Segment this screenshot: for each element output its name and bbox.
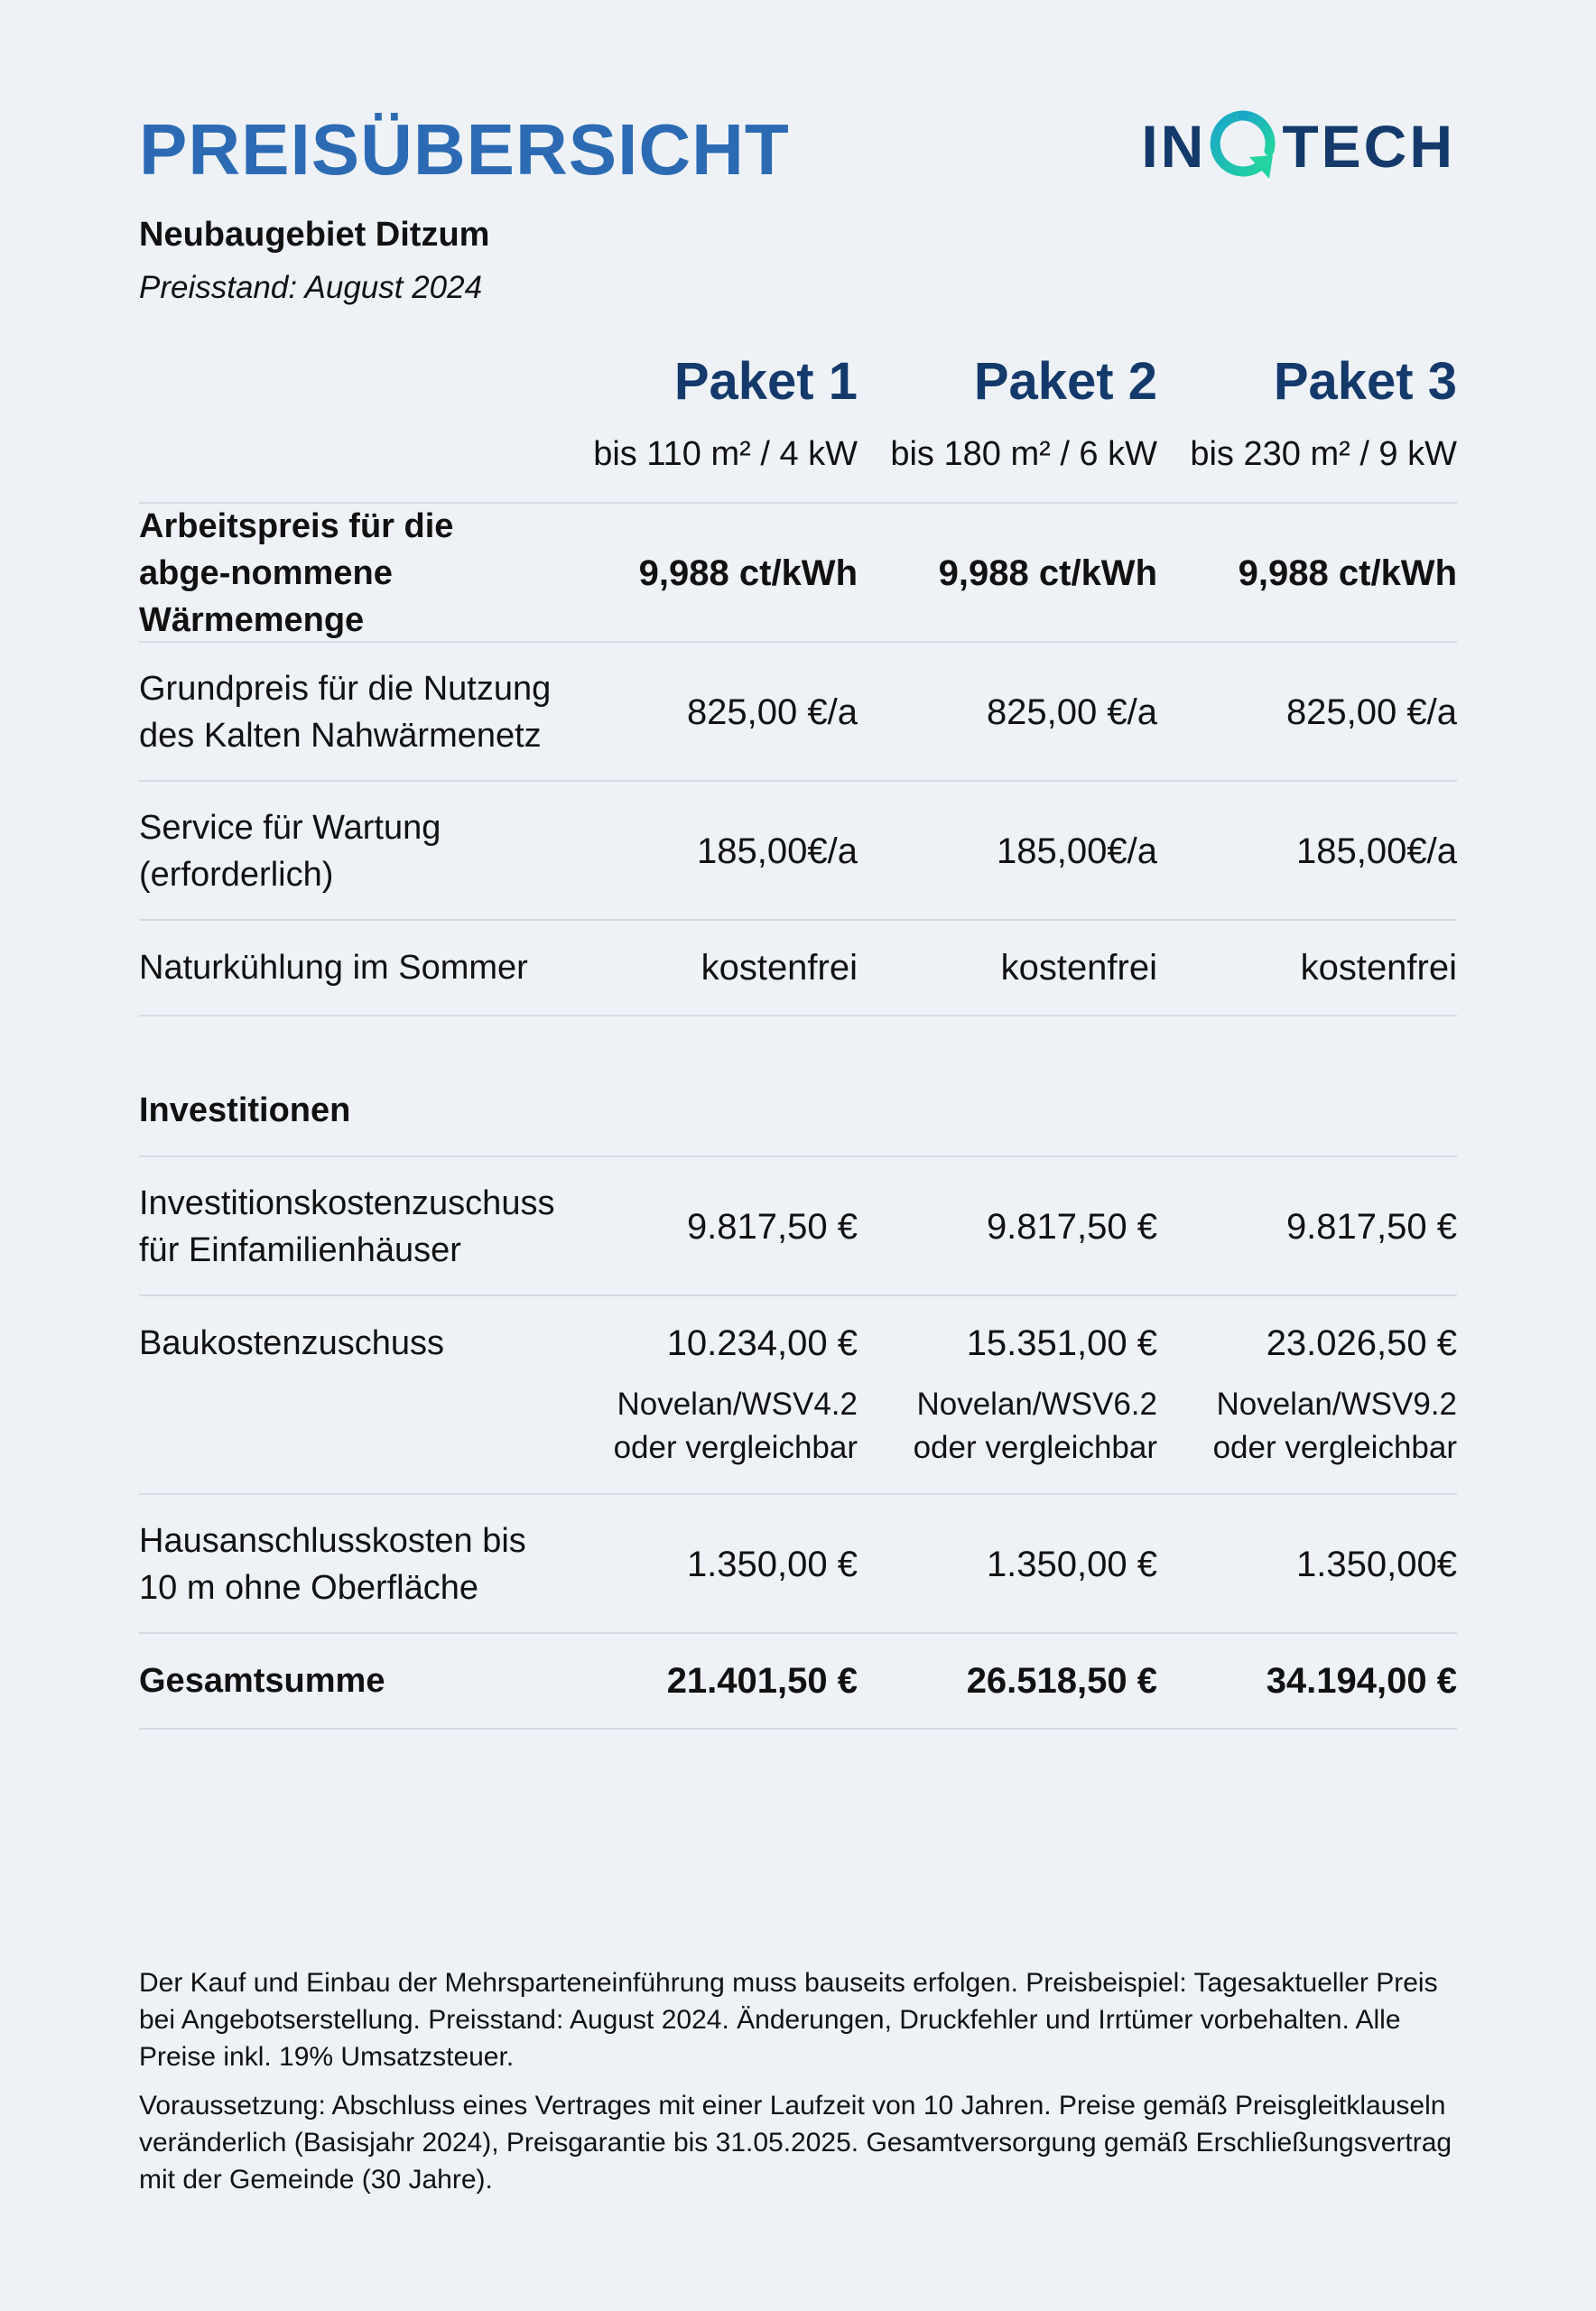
total-cell: 34.194,00 €	[1266, 1661, 1457, 1701]
package-2-size: bis 180 m² / 6 kW	[890, 435, 1157, 473]
table-row-arbeitspreis	[139, 502, 1457, 643]
value-cell: 1.350,00 €	[986, 1545, 1157, 1584]
logo-q-icon	[1210, 110, 1276, 182]
subtitle: Neubaugebiet Ditzum	[139, 216, 490, 254]
section-heading: Investitionen	[139, 1091, 351, 1129]
logo-text-right: TECH	[1282, 113, 1455, 180]
package-2-title: Paket 2	[973, 352, 1157, 411]
row-label: Investitionskostenzuschuss für Einfamilienhäuser	[139, 1184, 555, 1269]
value-cell: 185,00€/a	[997, 831, 1157, 871]
table-row-grundpreis	[139, 641, 1457, 782]
value-cell: 1.350,00 €	[686, 1545, 858, 1584]
value-cell: 825,00 €/a	[686, 692, 858, 732]
page-title: PREISÜBERSICHT	[139, 109, 790, 190]
value-cell: 825,00 €/a	[1285, 692, 1457, 732]
row-label: Hausanschlusskosten bis 10 m ohne Oberfläche	[139, 1522, 526, 1607]
price-date: Preisstand: August 2024	[139, 270, 483, 305]
value-cell: 9.817,50 €	[686, 1207, 858, 1247]
value-cell: 15.351,00 €	[966, 1323, 1157, 1363]
value-cell: 10.234,00 €	[666, 1323, 858, 1363]
model-note-line: oder vergleichbar	[613, 1430, 858, 1465]
model-note-line: Novelan/WSV4.2	[617, 1387, 858, 1422]
value-cell: kostenfrei	[1300, 948, 1457, 988]
value-cell: 1.350,00€	[1296, 1545, 1457, 1584]
package-1-title: Paket 1	[673, 352, 858, 411]
value-cell: 9,988 ct/kWh	[638, 553, 858, 593]
model-note-line: oder vergleichbar	[913, 1430, 1157, 1465]
value-cell: 185,00€/a	[1296, 831, 1457, 871]
package-3-title: Paket 3	[1273, 352, 1457, 411]
total-cell: 21.401,50 €	[666, 1661, 858, 1701]
model-note-line: Novelan/WSV6.2	[916, 1387, 1157, 1422]
logo-text-left: IN	[1141, 113, 1207, 180]
value-cell: kostenfrei	[701, 948, 858, 988]
value-cell: 9,988 ct/kWh	[938, 553, 1157, 593]
table-row-hausanschluss	[139, 1493, 1457, 1634]
package-3-size: bis 230 m² / 9 kW	[1190, 435, 1457, 473]
table-row-naturkuehlung	[139, 919, 1457, 1016]
model-note	[614, 1383, 858, 1470]
table-row-baukosten	[139, 1295, 1457, 1495]
value-cell: kostenfrei	[1000, 948, 1157, 988]
row-label: Naturkühlung im Sommer	[139, 949, 528, 987]
total-cell: 26.518,50 €	[966, 1661, 1157, 1701]
value-cell: 185,00€/a	[697, 831, 858, 871]
row-label: Service für Wartung (erforderlich)	[139, 809, 441, 894]
model-note-line: Novelan/WSV9.2	[1216, 1387, 1457, 1422]
row-label: Baukostenzuschuss	[139, 1324, 444, 1362]
section-heading-investitionen	[139, 1065, 1457, 1156]
value-cell: 23.026,50 €	[1266, 1323, 1457, 1363]
model-note-line: oder vergleichbar	[1212, 1430, 1457, 1465]
row-label: Gesamtsumme	[139, 1662, 385, 1700]
footer-note-1: Der Kauf und Einbau der Mehrsparteneinführung muss bauseits erfolgen. Preisbeispiel: Tagesaktueller Preis bei Angebotserstellung. Preisstand: August 2024. Änderungen, Druckfehler und Irrtümer vorbehalten. Alle Preise inkl. 19% Umsatzsteuer.	[139, 1968, 1438, 2072]
model-note	[914, 1383, 1157, 1470]
value-cell: 9.817,50 €	[986, 1207, 1157, 1247]
value-cell: 9.817,50 €	[1285, 1207, 1457, 1247]
table-row-service	[139, 780, 1457, 921]
model-note	[1213, 1383, 1457, 1470]
row-label: Arbeitspreis für die abge-nommene Wärmemenge	[139, 507, 454, 639]
package-1-size: bis 110 m² / 4 kW	[593, 435, 858, 473]
value-cell: 9,988 ct/kWh	[1238, 553, 1457, 593]
logo	[1141, 110, 1455, 182]
footer-note-2: Voraussetzung: Abschluss eines Vertrages mit einer Laufzeit von 10 Jahren. Preise gemäß Preisgleitklauseln veränderlich (Basisjahr 2024), Preisgarantie bis 31.05.2025. Gesamtversorgung gemäß Erschließungsvertrag mit der Gemeinde (30 Jahre).	[139, 2091, 1452, 2195]
table-row-gesamtsumme	[139, 1632, 1457, 1730]
row-label: Grundpreis für die Nutzung des Kalten Nahwärmenetz	[139, 670, 552, 755]
value-cell: 825,00 €/a	[986, 692, 1157, 732]
table-row-investitionskosten	[139, 1156, 1457, 1296]
